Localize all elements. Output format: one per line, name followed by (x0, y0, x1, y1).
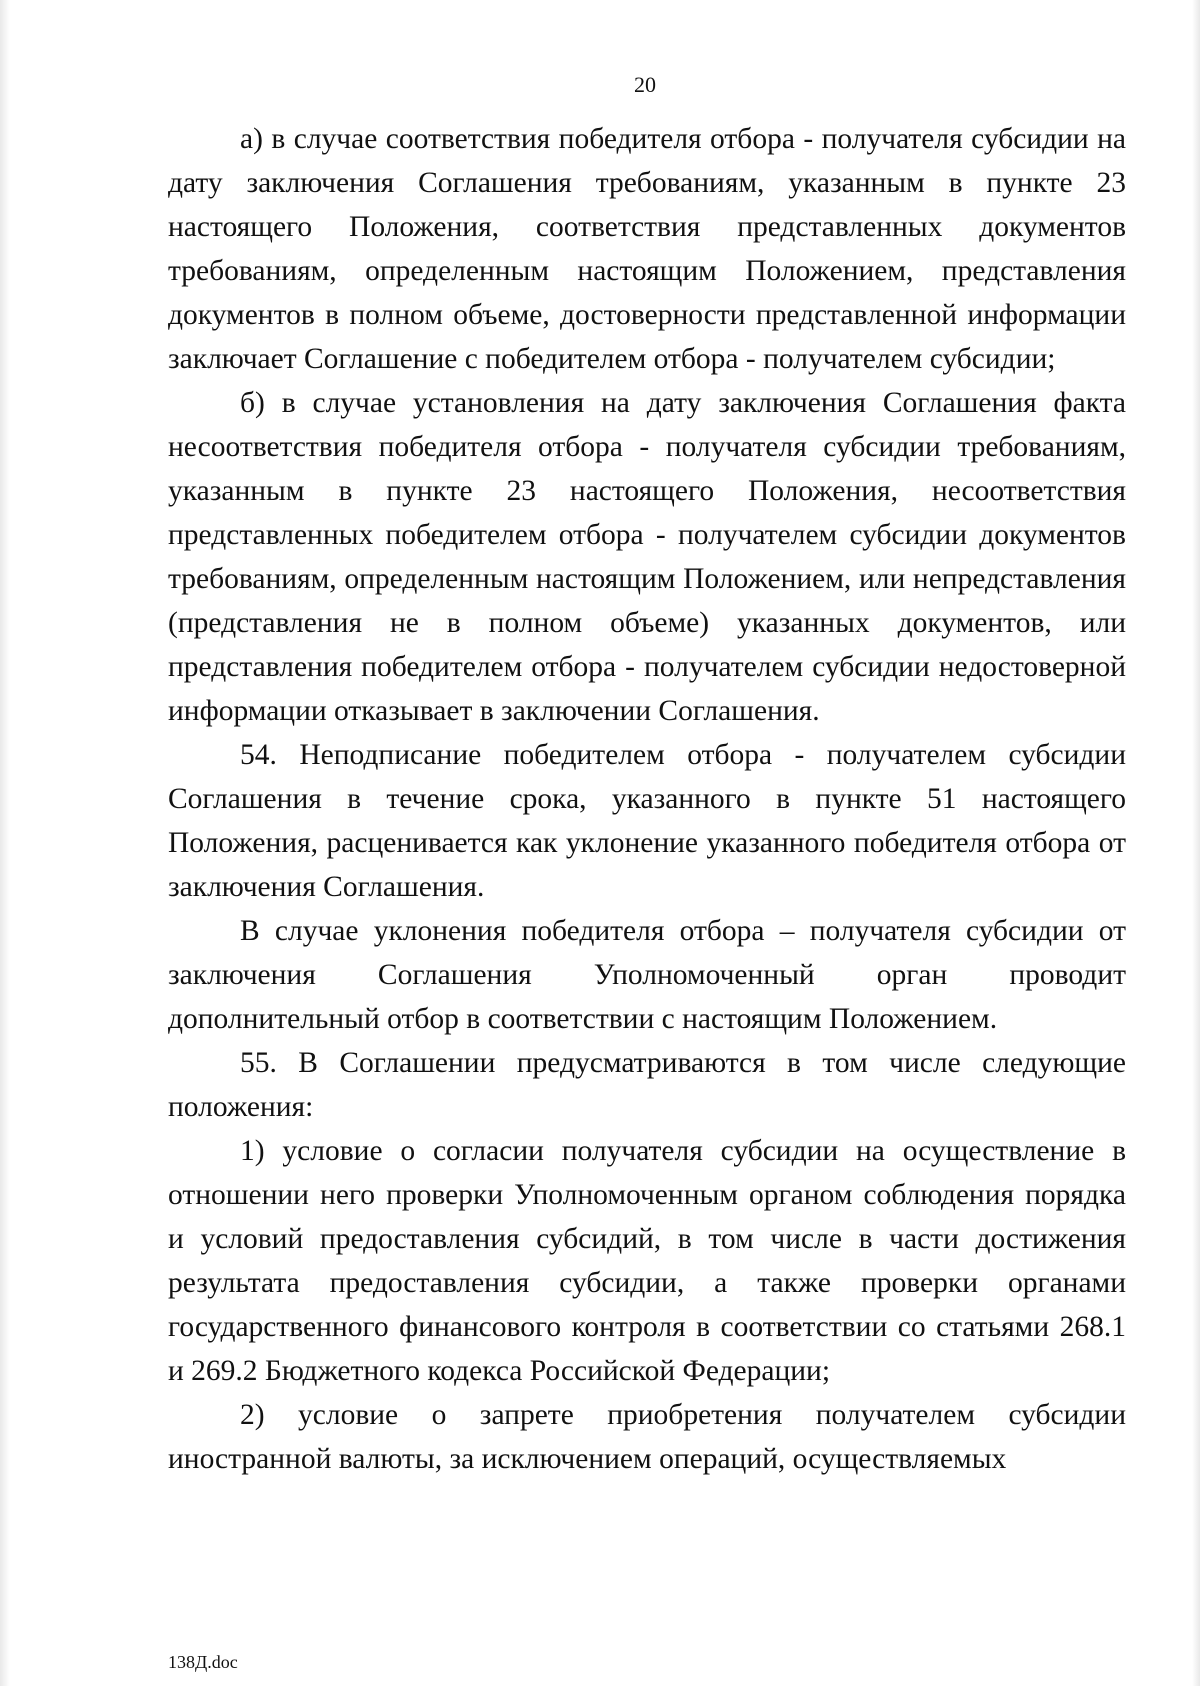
scan-edge-left (0, 0, 10, 1686)
paragraph-55: 55. В Соглашении предусматриваются в том числе следующие положения: (168, 1047, 1126, 1123)
paragraph-evasion: В случае уклонения победителя отбора – получателя субсидии от заключения Соглашения Уполномоченный орган проводит дополнительный отбор в соответствии с настоящим Положением. (168, 915, 1126, 1035)
page-number: 20 (634, 72, 656, 97)
paragraph-b: б) в случае установления на дату заключения Соглашения факта несоответствия победителя отбора - получателя субсидии требованиям, указанным в пункте 23 настоящего Положения, несоответствия представленных победителем отбора - получателем субсидии документов требованиям, определенным настоящим Положением, или непредставления (представления не в полном объеме) указанных документов, или представления победителем отбора - получателем субсидии недостоверной информации отказывает в заключении Соглашения. (168, 387, 1126, 727)
paragraph-item-2: 2) условие о запрете приобретения получателем субсидии иностранной валюты, за исключением операций, осуществляемых (168, 1399, 1126, 1475)
scan-edge-right (1192, 0, 1200, 1686)
footer-filename: 138Д.doc (168, 1652, 238, 1672)
document-body (168, 117, 1126, 1481)
paragraph-item-1: 1) условие о согласии получателя субсидии на осуществление в отношении него проверки Уполномоченным органом соблюдения порядка и условий предоставления субсидий, в том числе в части достижения результата предоставления субсидии, а также проверки органами государственного финансового контроля в соответствии со статьями 268.1 и 269.2 Бюджетного кодекса Российской Федерации; (168, 1135, 1126, 1387)
paragraph-a: а) в случае соответствия победителя отбора - получателя субсидии на дату заключения Соглашения требованиям, указанным в пункте 23 настоящего Положения, соответствия представленных документов требованиям, определенным настоящим Положением, представления документов в полном объеме, достоверности представленной информации заключает Соглашение с победителем отбора - получателем субсидии; (168, 123, 1126, 375)
paragraph-54: 54. Неподписание победителем отбора - получателем субсидии Соглашения в течение срока, указанного в пункте 51 настоящего Положения, расценивается как уклонение указанного победителя отбора от заключения Соглашения. (168, 739, 1126, 903)
